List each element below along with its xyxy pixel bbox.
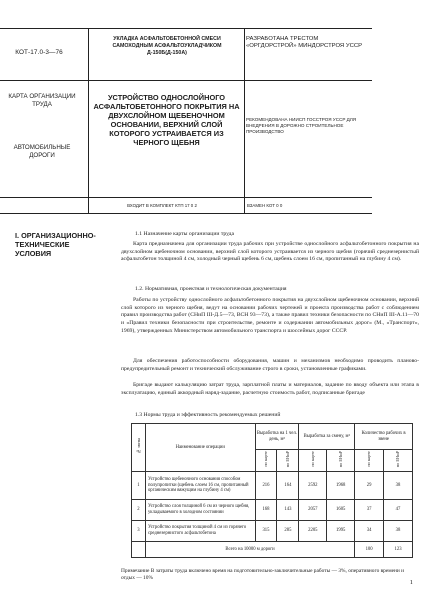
row-value: 38: [384, 472, 413, 500]
header-num: № звена: [132, 424, 146, 472]
row-value: 2205: [299, 521, 327, 542]
developer-note: РАЗРАБОТАНА ТРЕСТОМ «ОРГДОРСТРОЙ» МИНДОРСТРОЯ УССР: [246, 36, 363, 50]
row-operation: Устройство щебеночного основания способом полупропитки (щебень слоем 16 см, пропитанный органическим вяжущим на глубину 4 см): [145, 472, 255, 500]
subsection-1-2-text-2: Для обеспечения работоспособности оборудования, машин и механизмов необходимо проводить планово-предупредительный ремонт и технический обслуживание строго в сроки, установленные графиками.: [121, 358, 419, 372]
industry-label: АВТОМОБИЛЬНЫЕ ДОРОГИ: [13, 144, 71, 159]
total-value: 123: [384, 542, 413, 558]
row-value: 1605: [327, 500, 355, 521]
doc-code: КОТ-17.0-3—76: [15, 49, 63, 56]
main-title: УСТРОЙСТВО ОДНОСЛОЙНОГО АСФАЛЬТОБЕТОННОГО ПОКРЫТИЯ НА ДВУХСЛОЙНОМ ЩЕБЕНОЧНОМ ОСНОВАНИИ, ВЕРХНИЙ СЛОЙ КОТОРОГО УСТРАИВАЕТСЯ ИЗ ЧЕРНОГО ЩЕБНЯ: [93, 93, 240, 148]
subsection-1-2-text: Работы по устройству однослойного асфальтобетонного покрытия на двухслойном щебеночном основании, верхний слой которого из черного щебня, ведут на основании рабочих чертежей и проекта производства работ с соблюдением правил производства работ (СНиП III-Д.5—73, ВСН 93—73), а также правил техники безопасности по СНиП III-А.11—70 и «Правил техники безопасности при строительстве, ремонте и содержании автомобильных дорог» (М., «Транспорт», 1969), утвержденных Министерством автомобильного транспорта и шоссейных дорог СССР.: [121, 297, 419, 334]
header-by-enir: по ЕНиР: [327, 450, 355, 472]
row-value: 38: [384, 521, 413, 542]
card-label: КАРТА ОРГАНИЗАЦИИ ТРУДА: [8, 93, 76, 108]
header-bottom-line: [0, 213, 372, 214]
header-by-enir: по ЕНиР: [277, 450, 299, 472]
row-value: 143: [277, 500, 299, 521]
row-value: 34: [355, 521, 384, 542]
header-by-enir: по ЕНиР: [384, 450, 413, 472]
row-value: 164: [277, 472, 299, 500]
table-total-row: [132, 542, 413, 558]
subsection-1-1-heading: 1.1 Назначение карты организации труда: [135, 231, 235, 237]
subsection-1-2-heading: 1.2. Нормативная, проектная и технологическая документация: [135, 286, 287, 292]
row-value: 2057: [299, 500, 327, 521]
table-row: [132, 500, 413, 521]
row-num: 2: [132, 500, 146, 521]
row-value: 29: [355, 472, 384, 500]
norms-table: [131, 423, 413, 558]
header-operation-name: Наименование операции: [145, 424, 255, 472]
row-value: 47: [384, 500, 413, 521]
total-value: 100: [355, 542, 384, 558]
row-value: 216: [255, 472, 277, 500]
row-value: 168: [255, 500, 277, 521]
row-num: 3: [132, 521, 146, 542]
header-middle-line: [0, 80, 372, 81]
header-per-person-day: Выработка на 1 чел. день, м²: [255, 424, 299, 450]
row-operation: Устройство слоя толщиной 6 см из черного щебня, укладываемого в холодном состоянии: [145, 500, 255, 521]
subsection-1-3-heading: 1.3 Нормы труда и эффективность рекомендуемых решений: [135, 412, 281, 418]
row-value: 37: [355, 500, 384, 521]
work-title: УКЛАДКА АСФАЛЬТОБЕТОННОЙ СМЕСИ САМОХОДНЫМ АСФАЛЬТОУКЛАДЧИКОМ Д-150Б(Д-150А): [112, 36, 222, 56]
section-title: I. ОРГАНИЗАЦИОННО-ТЕХНИЧЕСКИЕ УСЛОВИЯ: [15, 231, 96, 258]
row-value: 1968: [327, 472, 355, 500]
subsection-1-1-text: Карта предназначена для организации труда рабочих при устройстве однослойного асфальтобетонного покрытия на двухслойном щебеночном основании, верхний слой которого устраивается из черного щебня (горячий среднезернистый асфальтобетон толщиной 4 см, холодный черный щебень 6 см, щебень слоем 16 см, пропитанный на глубину 4 см).: [121, 241, 419, 263]
row-value: 2592: [299, 472, 327, 500]
header-by-card: по карте: [255, 450, 277, 472]
header-by-card: по карте: [355, 450, 384, 472]
total-label: Всего на 10000 м дороги: [145, 542, 354, 558]
total-empty-cell: [132, 542, 146, 558]
included-in-set: ВХОДИТ В КОМПЛЕКТ КТП 17 0 2: [127, 203, 197, 208]
header-top-line: [0, 28, 372, 29]
header-by-card: по карте: [299, 450, 327, 472]
row-value: 315: [255, 521, 277, 542]
footnote: Примечание В затраты труда включено время на подготовительно-заключительные работы — 3%, оперативного времени и отдых — 10%: [121, 568, 405, 581]
row-value: 285: [277, 521, 299, 542]
table-row: [132, 472, 413, 500]
subsection-1-2-text-3: Бригаде выдают калькуляцию затрат труда, зарплатной платы и материалов, задание по вводу объекта или этапа в эксплуатацию, единый аккордный наряд-задание, расчетную стоимость работ, подписанные бригаде: [121, 382, 419, 396]
header-block: [0, 0, 425, 213]
header-divider-right: [244, 28, 245, 213]
row-operation: Устройство покрытия толщиной 4 см из горячего среднезернистого асфальтобетона: [145, 521, 255, 542]
table-row: [132, 521, 413, 542]
header-divider-left: [88, 28, 89, 213]
row-value: 1995: [327, 521, 355, 542]
header-per-shift: Выработка за смену, м²: [299, 424, 355, 450]
header-lower-line: [0, 197, 372, 198]
row-num: 1: [132, 472, 146, 500]
replaces-note: ВЗАМЕН КОТ 0 0: [247, 203, 283, 208]
recommendation-note: РЕКОМЕНДОВАНА НИИСП ГОССТРОЯ УССР ДЛЯ ВНЕДРЕНИЯ В ДОРОЖНО СТРОИТЕЛЬНОЕ ПРОИЗВОДСТВО: [246, 117, 357, 135]
page-number: 1: [409, 579, 413, 586]
header-workers: Количество рабочих в звене: [355, 424, 413, 450]
